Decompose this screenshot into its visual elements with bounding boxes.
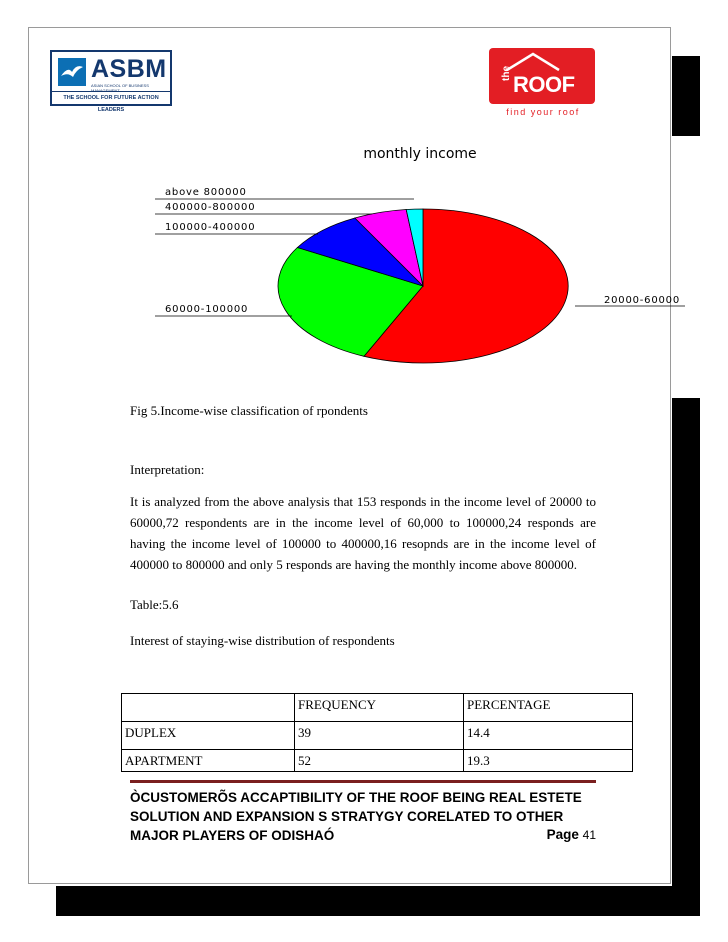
asbm-logo-tagline: THE SCHOOL FOR FUTURE ACTION LEADERS [52, 91, 170, 104]
page-footer [130, 788, 596, 845]
chart-title: monthly income [363, 146, 477, 162]
page-number-value: 41 [582, 828, 596, 842]
table-cell: 19.3 [464, 750, 633, 772]
income-pie-chart [0, 0, 728, 400]
interpretation-paragraph: It is analyzed from the above analysis that 153 responds in the income level of 20000 to 60000,72 respondents are in the income level of 60,000 to 100000,24 responds are having the income level of 100000 to 400000,16 resopnds are in the income level of 400000 to 800000 and only 5 responds are having the monthly income above 800000. [130, 494, 596, 572]
table-cell: 39 [295, 722, 464, 750]
table-row [122, 750, 633, 772]
page-label: Page [546, 827, 579, 842]
footer-title: ÒCUSTOMERÕS ACCAPTIBILITY OF THE ROOF BEING REAL ESTETE SOLUTION AND EXPANSION S STRATYGY CORELATED TO OTHER MAJOR PLAYERS OF ODISHAÓ [130, 790, 582, 843]
pie-label: 100000-400000 [165, 222, 256, 233]
pie-label: 20000-60000 [603, 295, 680, 306]
figure-caption: Fig 5.Income-wise classification of rpondents [130, 403, 368, 418]
page-shadow-right [672, 398, 700, 916]
table-cell: 14.4 [464, 722, 633, 750]
table-cell: APARTMENT [122, 750, 295, 772]
interpretation-heading: Interpretation: [130, 462, 205, 477]
page-number [547, 825, 596, 845]
pie-label: 400000-800000 [165, 202, 256, 213]
table-cell: DUPLEX [122, 722, 295, 750]
footer-divider [130, 780, 596, 783]
page-shadow-bottom [56, 886, 700, 916]
table-cell: 52 [295, 750, 464, 772]
table-title: Interest of staying-wise distribution of respondents [130, 633, 395, 648]
roof-logo-prefix: the [501, 66, 512, 81]
staying-interest-table [121, 693, 633, 772]
table-header-cell [122, 694, 295, 722]
table-row [122, 722, 633, 750]
pie-label: 60000-100000 [165, 304, 249, 315]
pie-label: above 800000 [165, 187, 247, 198]
table-header-row [122, 694, 633, 722]
roof-logo-text: ROOF [513, 72, 575, 97]
table-header-cell: PERCENTAGE [464, 694, 633, 722]
table-header-cell: FREQUENCY [295, 694, 464, 722]
table-label: Table:5.6 [130, 597, 179, 612]
asbm-logo-text: ASBM [91, 55, 167, 83]
asbm-logo-subtitle: ASIAN SCHOOL OF BUSINESS [91, 83, 149, 88]
roof-logo-tagline: find your roof [506, 107, 580, 117]
